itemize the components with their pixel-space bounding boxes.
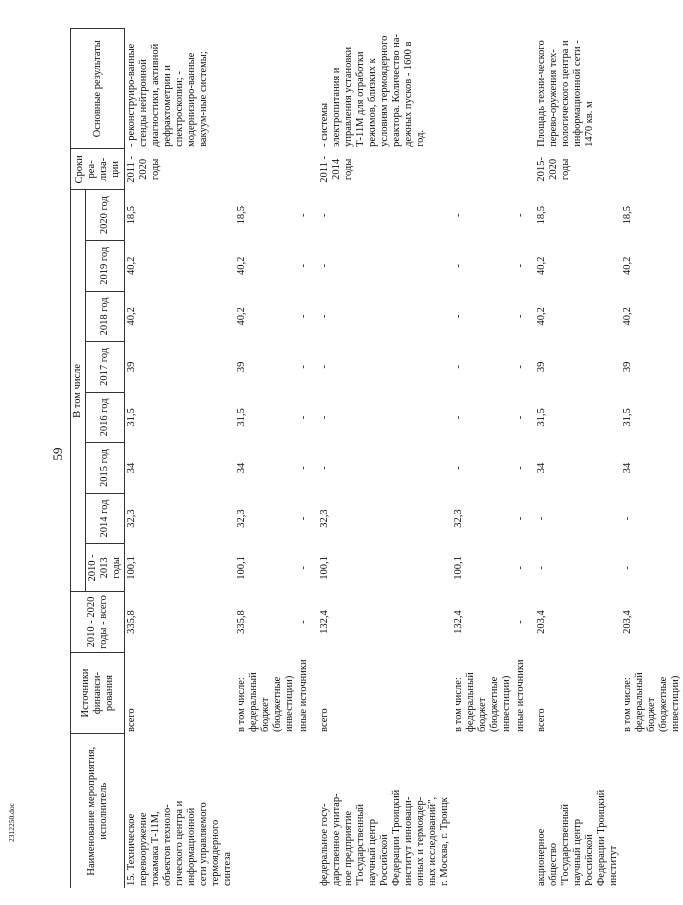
cell-y2016: - — [298, 415, 309, 420]
cell-y2010-2013: - — [536, 566, 547, 570]
cell-y2020: 18,5 — [236, 206, 247, 225]
table-row — [621, 29, 683, 889]
cell-total: - — [515, 620, 526, 624]
cell-y2017: 39 — [622, 361, 633, 373]
cell-y2015: 34 — [536, 462, 547, 474]
cell-source: в том числе: федеральный бюджет (бюджетные инвестиции) — [236, 672, 295, 732]
cell-y2016: 31,5 — [126, 408, 137, 427]
cell-y2020: 18,5 — [622, 206, 633, 225]
cell-y2018: - — [298, 314, 309, 319]
header-2010-2013: 2010 - 2013 годы — [86, 544, 125, 592]
cell-terms — [514, 149, 528, 190]
cell-y2015: 34 — [126, 462, 137, 474]
cell-y2018: - — [515, 314, 526, 319]
cell-y2019: - — [515, 264, 526, 268]
cell-y2017: 39 — [536, 361, 547, 373]
cell-name — [621, 734, 683, 888]
cell-terms — [297, 149, 311, 190]
cell-y2014: 32,3 — [453, 509, 464, 528]
cell-source: всего — [126, 708, 137, 732]
table-row — [125, 29, 236, 889]
cell-y2018: - — [319, 314, 330, 319]
cell-y2016: 31,5 — [236, 408, 247, 427]
header-terms: Сроки реа-лиза-ции — [71, 149, 125, 190]
cell-results — [452, 29, 514, 149]
table-body — [125, 29, 683, 889]
cell-y2010-2013: 100,1 — [126, 556, 137, 580]
cell-source: всего — [536, 708, 547, 732]
cell-y2010-2013: - — [515, 566, 526, 570]
cell-y2014: - — [622, 516, 633, 521]
cell-y2020: 18,5 — [536, 206, 547, 225]
cell-results — [235, 29, 297, 149]
table-row — [452, 29, 514, 889]
cell-y2010-2013: 100,1 — [236, 556, 247, 580]
cell-y2020: - — [298, 213, 309, 217]
header-2019: 2019 год — [86, 241, 125, 292]
cell-y2017: - — [453, 365, 464, 369]
cell-y2019: - — [298, 264, 309, 268]
cell-terms — [452, 149, 514, 190]
cell-terms: 2011 - 2020 годы — [126, 156, 161, 183]
header-in-total: В том числе — [71, 190, 86, 592]
cell-y2020: - — [319, 213, 330, 217]
rotated-table-container — [70, 28, 681, 888]
cell-y2016: - — [515, 415, 526, 420]
cell-y2017: - — [515, 365, 526, 369]
cell-y2017: - — [319, 365, 330, 369]
footer-filename: 2312250.doc — [7, 803, 16, 842]
cell-terms: 2015- 2020 годы — [536, 157, 571, 182]
header-2016: 2016 год — [86, 392, 125, 443]
cell-y2015: - — [319, 466, 330, 470]
cell-terms — [621, 149, 683, 190]
cell-name — [514, 734, 528, 888]
cell-y2017: 39 — [236, 361, 247, 373]
header-name: Наименование мероприятия, исполнитель — [71, 734, 125, 888]
header-2014: 2014 год — [86, 493, 125, 544]
cell-y2010-2013: - — [298, 566, 309, 570]
cell-y2018: 40,2 — [622, 307, 633, 326]
cell-y2010-2013: 100,1 — [319, 556, 330, 580]
cell-results — [297, 29, 311, 149]
cell-y2014: 32,3 — [126, 509, 137, 528]
table-row — [514, 29, 528, 889]
header-2020: 2020 год — [86, 190, 125, 241]
cell-y2015: - — [515, 466, 526, 470]
header-total: 2010 - 2020 годы - всего — [71, 592, 125, 652]
cell-y2014: - — [536, 516, 547, 521]
header-2018: 2018 год — [86, 291, 125, 342]
cell-source: в том числе: федеральный бюджет (бюджетные инвестиции) — [453, 672, 512, 732]
cell-name: 15. Техническое перевооружение токамака Т-11М, объектов техноло- гического центра и информационной сети управляемого термоядерного синтеза — [126, 800, 233, 886]
header-2017: 2017 год — [86, 342, 125, 393]
cell-y2020: - — [453, 213, 464, 217]
cell-y2018: 40,2 — [236, 307, 247, 326]
page-number: 59 — [50, 447, 65, 461]
cell-y2019: 40,2 — [126, 256, 137, 275]
cell-y2014: 32,3 — [236, 509, 247, 528]
header-2015: 2015 год — [86, 443, 125, 494]
cell-name: федеральное госу- дарственное унитар- ное предприятие "Государственный научный центр Российской Федерации Троицкий институт инноваци- онных и термоядер- ных исследований", г. Москва, г. Троицк — [319, 789, 450, 886]
cell-total: 132,4 — [319, 610, 330, 634]
cell-y2017: 39 — [126, 361, 137, 373]
cell-y2016: 31,5 — [536, 408, 547, 427]
cell-y2014: 32,3 — [319, 509, 330, 528]
cell-results — [514, 29, 528, 149]
cell-y2020: - — [515, 213, 526, 217]
table-row — [528, 29, 621, 889]
cell-y2010-2013: 100,1 — [453, 556, 464, 580]
cell-terms — [235, 149, 297, 190]
cell-total: - — [298, 620, 309, 624]
cell-name — [235, 734, 297, 888]
cell-total: 335,8 — [236, 610, 247, 634]
cell-y2018: 40,2 — [536, 307, 547, 326]
cell-y2014: - — [515, 516, 526, 521]
cell-y2019: 40,2 — [622, 256, 633, 275]
cell-name: акционерное общество "Государственный научный центр Российской Федерации Троицкий институт — [536, 789, 619, 886]
cell-total: 132,4 — [453, 610, 464, 634]
cell-y2019: 40,2 — [236, 256, 247, 275]
cell-results: - системы электропитания и управления установки Т-11М для отработки режимов, близких к условиям термоядерного реактора. Количество на-дежных пусков - 1600 в год. — [319, 33, 426, 147]
table-row — [235, 29, 297, 889]
cell-y2019: 40,2 — [536, 256, 547, 275]
table-row — [297, 29, 311, 889]
cell-total: 335,8 — [126, 610, 137, 634]
cell-name — [297, 734, 311, 888]
table-header — [71, 29, 125, 889]
cell-source: в том числе: федеральный бюджет (бюджетные инвестиции) — [622, 672, 681, 732]
table-row — [311, 29, 452, 889]
cell-y2018: 40,2 — [126, 307, 137, 326]
cell-name — [452, 734, 514, 888]
cell-y2018: - — [453, 314, 464, 319]
cell-y2020: 18,5 — [126, 206, 137, 225]
cell-y2016: - — [319, 415, 330, 420]
cell-terms: 2011 - 2014 годы — [319, 156, 354, 183]
cell-results: Площадь техни-ческого перево-оружения тех-нологического центра и информационной сети - 1470 кв. м — [536, 40, 595, 147]
header-source: Источники финанси-рования — [71, 652, 125, 734]
cell-source: всего — [319, 708, 330, 732]
cell-y2016: - — [453, 415, 464, 420]
cell-source: иные источники — [298, 659, 309, 732]
cell-y2015: 34 — [622, 462, 633, 474]
cell-source: иные источники — [515, 659, 526, 732]
cell-y2015: - — [453, 466, 464, 470]
cell-y2017: - — [298, 365, 309, 369]
cell-y2014: - — [298, 516, 309, 521]
header-results: Основные результаты — [71, 29, 125, 149]
financing-table — [70, 28, 683, 888]
cell-y2016: 31,5 — [622, 408, 633, 427]
cell-y2019: - — [319, 264, 330, 268]
cell-results — [621, 29, 683, 149]
cell-total: 203,4 — [536, 610, 547, 634]
cell-total: 203,4 — [622, 610, 633, 634]
cell-y2015: 34 — [236, 462, 247, 474]
cell-y2019: - — [453, 264, 464, 268]
cell-y2010-2013: - — [622, 566, 633, 570]
cell-y2015: - — [298, 466, 309, 470]
cell-results: - реконструиро-ванные стенды нейтронной диагностики, активной рефрактометрии и спектроскопии; - модернизиро-ванные вакуум-ные системы; — [126, 43, 209, 147]
